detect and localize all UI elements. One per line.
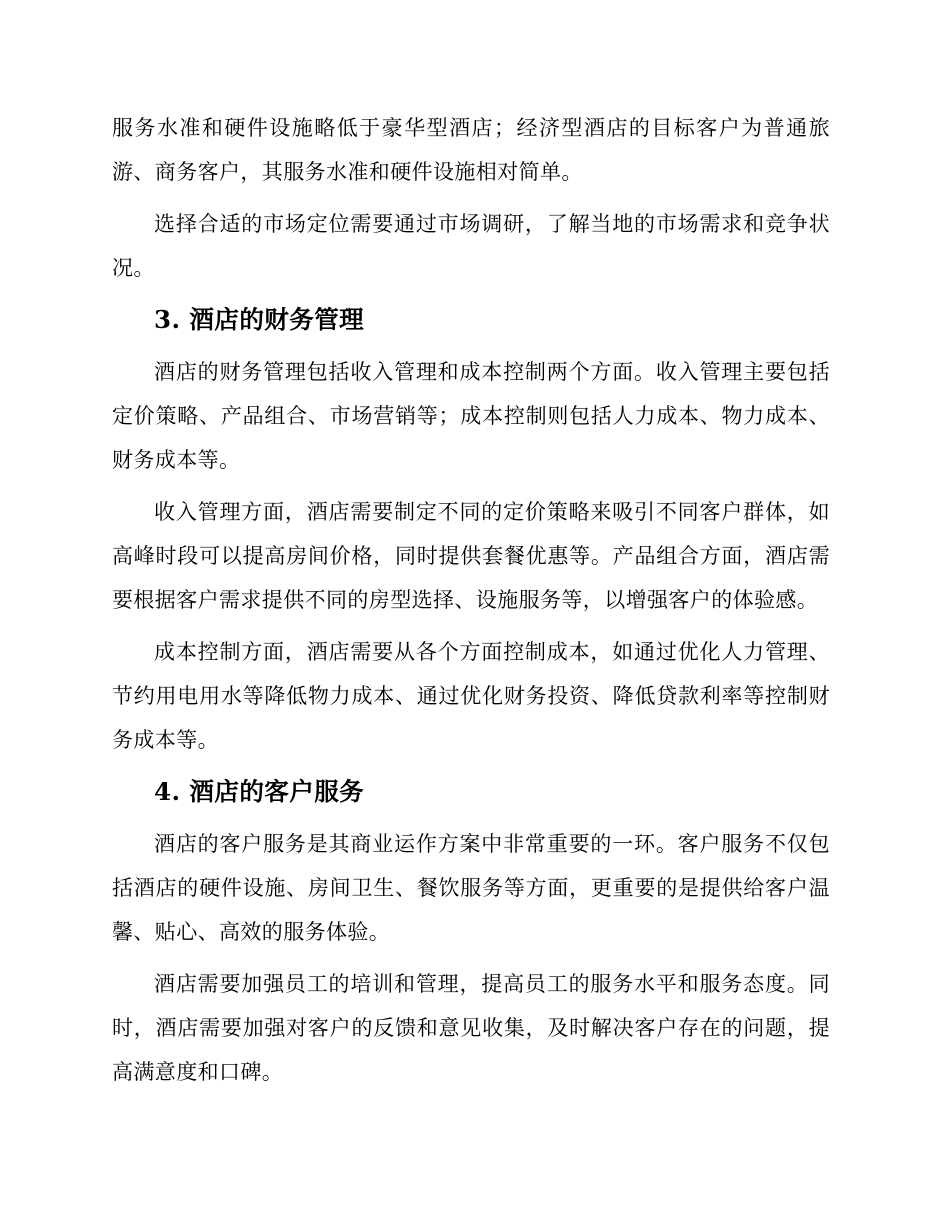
paragraph-staff-training: 酒店需要加强员工的培训和管理，提高员工的服务水平和服务态度。同时，酒店需要加强对客户的反馈和意见收集，及时解决客户存在的问题，提高满意度和口碑。 (112, 972, 830, 1084)
section-heading-customer-service: 4. 酒店的客户服务 (154, 777, 365, 806)
document-body (112, 106, 830, 1102)
paragraph-customer-service-overview: 酒店的客户服务是其商业运作方案中非常重要的一环。客户服务不仅包括酒店的硬件设施、房间卫生、餐饮服务等方面，更重要的是提供给客户温馨、贴心、高效的服务体验。 (112, 832, 830, 944)
paragraph-market-research: 选择合适的市场定位需要通过市场调研，了解当地的市场需求和竞争状况。 (112, 212, 830, 280)
paragraph-revenue-management: 收入管理方面，酒店需要制定不同的定价策略来吸引不同客户群体，如高峰时段可以提高房间价格，同时提供套餐优惠等。产品组合方面，酒店需要根据客户需求提供不同的房型选择、设施服务等，以增强客户的体验感。 (112, 500, 830, 612)
paragraph-financial-overview: 酒店的财务管理包括收入管理和成本控制两个方面。收入管理主要包括定价策略、产品组合、市场营销等；成本控制则包括人力成本、物力成本、财务成本等。 (112, 360, 830, 472)
section-heading-financial-management: 3. 酒店的财务管理 (154, 305, 365, 334)
paragraph-cost-control: 成本控制方面，酒店需要从各个方面控制成本，如通过优化人力管理、节约用电用水等降低物力成本、通过优化财务投资、降低贷款利率等控制财务成本等。 (112, 640, 830, 752)
paragraph-market-positioning-cont: 服务水准和硬件设施略低于豪华型酒店；经济型酒店的目标客户为普通旅游、商务客户，其服务水准和硬件设施相对简单。 (112, 116, 830, 184)
